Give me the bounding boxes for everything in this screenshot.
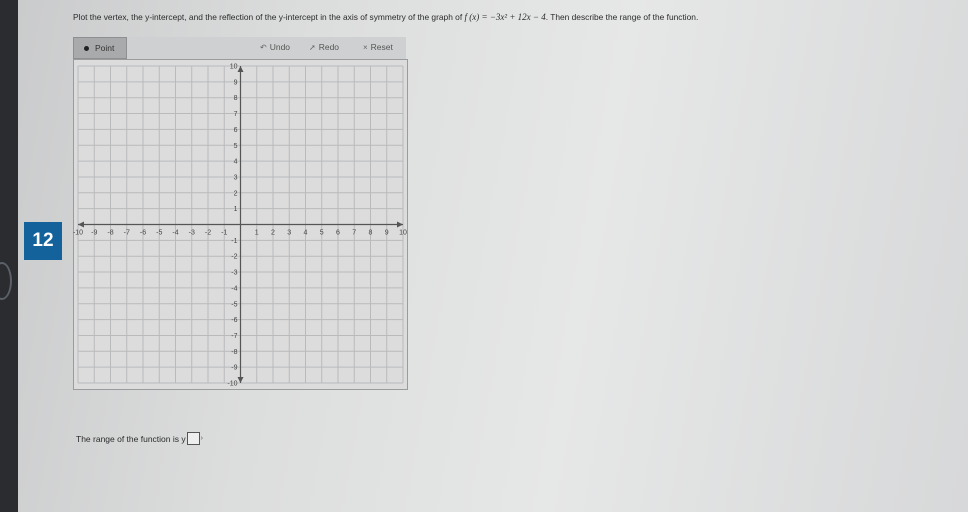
- y-tick-label: 8: [233, 95, 238, 103]
- y-tick-label: -4: [231, 285, 238, 293]
- reset-icon: ×: [363, 43, 368, 52]
- y-tick-label: -9: [231, 364, 238, 372]
- y-tick-label: 1: [233, 206, 238, 214]
- y-tick-label: -5: [231, 301, 238, 309]
- redo-label: Redo: [318, 42, 340, 52]
- y-tick-label: -8: [231, 348, 238, 356]
- y-tick-label: 7: [233, 111, 238, 119]
- range-answer-row: [76, 432, 203, 445]
- point-tool-label: Point: [95, 43, 115, 53]
- question-number-badge: 12: [24, 222, 62, 260]
- y-tick-label: 3: [233, 174, 238, 182]
- y-tick-label: 9: [233, 79, 238, 87]
- redo-button[interactable]: [309, 42, 339, 52]
- x-tick-label: -2: [204, 229, 212, 237]
- question-prompt: [73, 12, 698, 22]
- x-tick-label: 7: [352, 229, 357, 237]
- x-tick-label: -7: [123, 229, 130, 237]
- x-tick-label: 4: [303, 229, 308, 237]
- prompt-text: Plot the vertex, the y-intercept, and the reflection of the y-intercept in the axis of symmetry of the graph of: [73, 12, 463, 22]
- y-tick-label: 6: [233, 126, 238, 134]
- x-tick-label: 2: [271, 229, 275, 237]
- range-label: The range of the function is y: [76, 433, 186, 444]
- redo-icon: ➚: [309, 43, 316, 52]
- prompt-text-end: . Then describe the range of the function.: [545, 12, 699, 22]
- x-tick-label: 5: [319, 229, 324, 237]
- undo-icon: ↶: [260, 43, 267, 52]
- side-handle[interactable]: [0, 262, 12, 300]
- graph-toolbar: [73, 37, 406, 59]
- x-tick-label: -6: [139, 229, 147, 237]
- y-tick-label: 10: [229, 63, 238, 71]
- y-tick-label: -10: [227, 380, 238, 388]
- x-tick-label: 1: [254, 229, 259, 237]
- y-axis-arrow-icon: [238, 377, 244, 383]
- y-axis-arrow-icon: [238, 66, 244, 72]
- x-tick-label: -3: [188, 229, 195, 237]
- function-expression: f (x) = −3x² + 12x − 4: [464, 12, 546, 22]
- y-tick-label: -7: [231, 332, 238, 340]
- x-tick-label: 6: [336, 229, 340, 237]
- x-axis-arrow-icon: [78, 222, 84, 228]
- undo-button[interactable]: [260, 42, 290, 52]
- dropdown-arrow-icon[interactable]: ›: [200, 435, 203, 442]
- x-tick-label: -8: [107, 229, 114, 237]
- x-tick-label: 10: [399, 229, 407, 237]
- reset-button[interactable]: [363, 42, 393, 52]
- y-tick-label: -3: [231, 269, 238, 277]
- y-tick-label: 2: [233, 190, 238, 198]
- x-tick-label: 9: [384, 229, 389, 237]
- point-tool-button[interactable]: [73, 37, 127, 59]
- x-tick-label: -9: [91, 229, 98, 237]
- y-tick-label: -1: [231, 237, 238, 245]
- x-tick-label: 8: [368, 229, 373, 237]
- undo-label: Undo: [269, 42, 291, 52]
- range-input-box[interactable]: [187, 432, 200, 445]
- x-tick-label: -10: [72, 229, 84, 237]
- coordinate-plane[interactable]: [73, 59, 408, 390]
- point-icon: [84, 46, 89, 51]
- x-axis-arrow-icon: [397, 222, 403, 228]
- graph-svg[interactable]: [74, 60, 407, 389]
- y-tick-label: 5: [233, 142, 238, 150]
- x-tick-label: -1: [221, 229, 228, 237]
- left-edge-bar: [0, 0, 18, 512]
- y-tick-label: -6: [231, 317, 238, 325]
- y-tick-label: -2: [231, 253, 238, 261]
- reset-label: Reset: [370, 42, 393, 52]
- x-tick-label: -4: [172, 229, 179, 237]
- y-tick-label: 4: [233, 158, 238, 166]
- x-tick-label: 3: [287, 229, 292, 237]
- x-tick-label: -5: [156, 229, 163, 237]
